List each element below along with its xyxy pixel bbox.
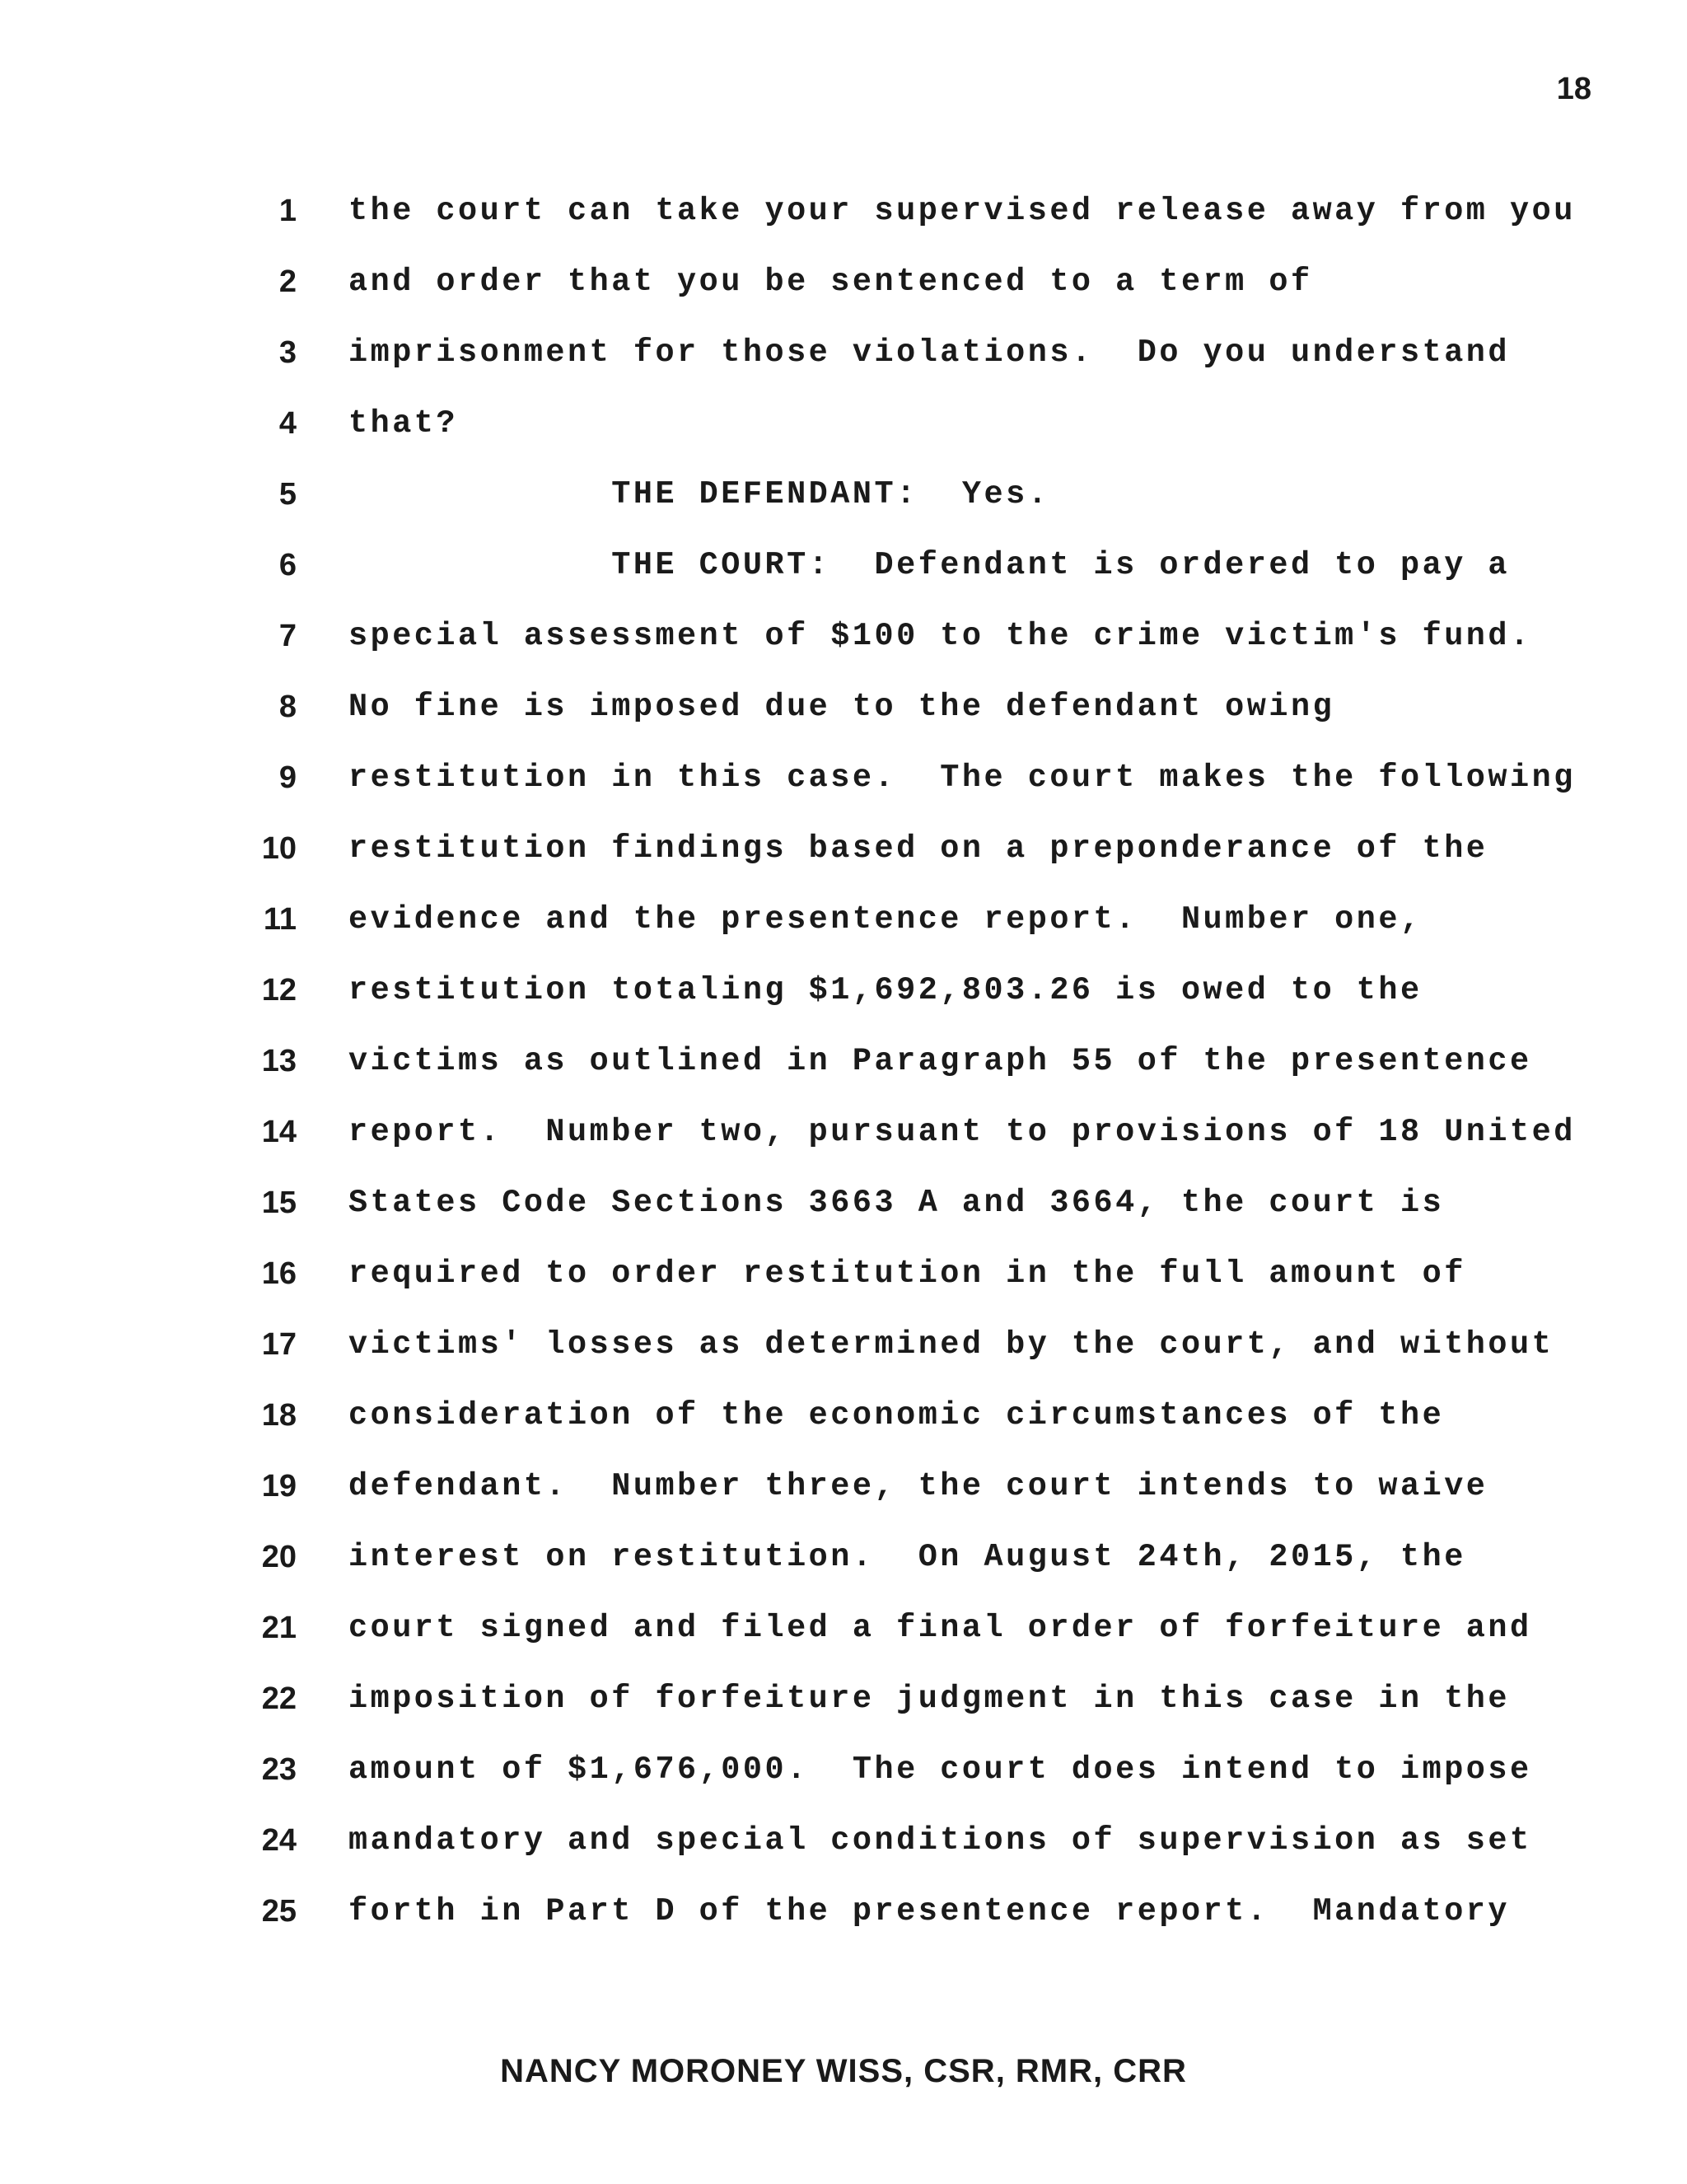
line-text: imposition of forfeiture judgment in this case in the [348,1681,1510,1717]
line-number: 6 [278,548,297,582]
line-text: States Code Sections 3663 A and 3664, the court is [348,1185,1445,1221]
line-text: report. Number two, pursuant to provisions of 18 United [348,1114,1576,1150]
transcript-line [0,753,1687,824]
line-number: 8 [278,690,297,724]
line-number: 10 [261,831,297,866]
line-number: 3 [278,335,297,370]
page-number: 18 [1556,72,1591,106]
line-text: interest on restitution. On August 24th, 2015, the [348,1539,1466,1575]
line-number: 18 [261,1398,297,1433]
line-number: 13 [261,1044,297,1078]
line-number: 22 [261,1681,297,1716]
transcript-line [0,1036,1687,1107]
line-number: 11 [263,902,297,937]
transcript-line [0,1178,1687,1249]
transcript-line [0,1603,1687,1674]
line-number: 25 [261,1894,297,1929]
line-number: 1 [278,194,297,228]
line-number: 21 [261,1611,297,1645]
line-number: 7 [278,619,297,653]
transcript-line [0,1320,1687,1391]
line-text: restitution findings based on a preponderance of the [348,830,1488,867]
line-text: No fine is imposed due to the defendant owing [348,689,1335,725]
line-text: and order that you be sentenced to a term of [348,264,1313,300]
line-text: special assessment of $100 to the crime victim's fund. [348,618,1532,654]
line-number: 17 [261,1327,297,1362]
line-text: defendant. Number three, the court intends to waive [348,1468,1488,1504]
transcript-line [0,1107,1687,1178]
line-text: THE DEFENDANT: Yes. [348,476,1050,512]
transcript-line [0,1745,1687,1816]
line-text: THE COURT: Defendant is ordered to pay a [348,547,1510,583]
line-number: 2 [278,264,297,299]
transcript-line [0,1249,1687,1320]
line-text: the court can take your supervised release away from you [348,193,1576,229]
line-text: amount of $1,676,000. The court does intend to impose [348,1751,1532,1788]
transcript-line [0,399,1687,470]
line-text: evidence and the presentence report. Number one, [348,901,1423,938]
transcript-line [0,1461,1687,1532]
transcript-line [0,682,1687,753]
line-number: 24 [261,1823,297,1858]
line-number: 9 [278,760,297,795]
line-number: 12 [261,973,297,1008]
transcript-line [0,1391,1687,1461]
line-number: 16 [261,1256,297,1291]
transcript-line [0,895,1687,966]
line-text: imprisonment for those violations. Do you understand [348,334,1510,371]
line-number: 20 [261,1540,297,1574]
transcript-line [0,1887,1687,1957]
line-text: victims as outlined in Paragraph 55 of the presentence [348,1043,1532,1079]
transcript-line [0,1816,1687,1887]
line-number: 4 [278,406,297,441]
transcript-line [0,470,1687,540]
line-number: 14 [261,1115,297,1149]
line-text: mandatory and special conditions of supervision as set [348,1822,1532,1859]
line-text: that? [348,405,459,442]
transcript-line [0,257,1687,328]
reporter-footer: NANCY MORONEY WISS, CSR, RMR, CRR [500,2053,1187,2089]
transcript-line [0,540,1687,611]
line-text: consideration of the economic circumstances of the [348,1397,1445,1433]
transcript-line [0,1532,1687,1603]
transcript-line [0,186,1687,257]
line-text: restitution totaling $1,692,803.26 is owed to the [348,972,1423,1008]
line-text: forth in Part D of the presentence report. Mandatory [348,1893,1510,1929]
line-number: 5 [278,477,297,512]
transcript-line [0,611,1687,682]
transcript-line [0,824,1687,895]
transcript-line [0,1674,1687,1745]
transcript-line [0,328,1687,399]
line-number: 15 [261,1186,297,1220]
line-text: restitution in this case. The court makes the following [348,760,1576,796]
line-number: 19 [261,1469,297,1504]
transcript-line [0,966,1687,1036]
line-number: 23 [261,1752,297,1787]
line-text: court signed and filed a final order of forfeiture and [348,1610,1532,1646]
line-text: required to order restitution in the full amount of [348,1256,1466,1292]
line-text: victims' losses as determined by the court, and without [348,1326,1554,1363]
